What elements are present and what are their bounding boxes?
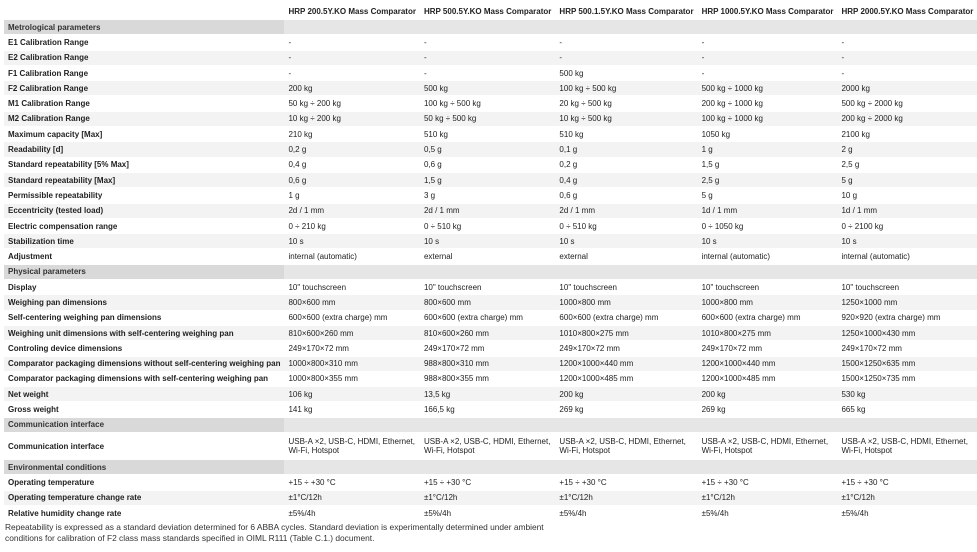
cell-value: 269 kg [698,402,838,416]
cell-value: 10 g [837,188,977,202]
table-row [4,66,977,80]
row-label: E2 Calibration Range [4,51,284,65]
column-header: HRP 500.1.5Y.KO Mass Comparator [559,7,694,16]
row-label: F1 Calibration Range [4,66,284,80]
table-row [4,475,977,489]
cell-value: 10" touchscreen [420,280,555,294]
cell-value: 10 kg ÷ 200 kg [284,112,419,126]
cell-value: 1050 kg [698,127,838,141]
cell-value: 106 kg [284,387,419,401]
row-label: Communication interface [4,433,284,459]
row-label: Relative humidity change rate [4,506,284,520]
cell-value: 0,2 g [284,142,419,156]
cell-value: ±1°C/12h [420,491,555,505]
cell-value: ±5%/4h [698,506,838,520]
cell-value: 10 s [420,234,555,248]
footnote: Repeatability is expressed as a standard deviation determined for 6 ABBA cycles. Standard deviation is experimentally determined under ambient conditions for calibration of F2 class mass standards specified in OIML R111 (Table C.1.) document. [5,522,544,543]
table-row [4,491,977,505]
section-title: Metrological parameters [4,20,284,34]
cell-value: 200 kg [555,387,697,401]
table-body [4,20,977,520]
cell-value: 1250×1000×430 mm [837,326,977,340]
section-header-cell [555,20,697,34]
column-header: HRP 2000.5Y.KO Mass Comparator [841,7,974,16]
cell-value: 500 kg ÷ 2000 kg [837,96,977,110]
cell-value: 1010×800×275 mm [555,326,697,340]
row-label: Net weight [4,387,284,401]
cell-value: internal (automatic) [837,249,977,263]
section-header [4,460,977,474]
cell-value: 2d / 1 mm [555,204,697,218]
cell-value: 249×170×72 mm [698,341,838,355]
cell-value: USB-A ×2, USB-C, HDMI, Ethernet, Wi-Fi, Hotspot [420,433,555,459]
cell-value: 0,6 g [555,188,697,202]
section-title: Physical parameters [4,265,284,279]
cell-value: 200 kg [698,387,838,401]
cell-value: 1 g [284,188,419,202]
cell-value: 810×600×260 mm [420,326,555,340]
cell-value: internal (automatic) [284,249,419,263]
cell-value: 0,4 g [284,158,419,172]
cell-value: +15 ÷ +30 °C [284,475,419,489]
cell-value: 200 kg [284,81,419,95]
row-label: Operating temperature [4,475,284,489]
cell-value: 0 ÷ 1050 kg [698,219,838,233]
cell-value: 1000×800×355 mm [284,372,419,386]
table-row [4,357,977,371]
row-label: Weighing pan dimensions [4,295,284,309]
cell-value: USB-A ×2, USB-C, HDMI, Ethernet, Wi-Fi, Hotspot [555,433,697,459]
section-header-cell [555,265,697,279]
section-header-cell [555,418,697,432]
cell-value: 1500×1250×635 mm [837,357,977,371]
section-header-cell [420,418,555,432]
row-label: M2 Calibration Range [4,112,284,126]
section-header-cell [837,460,977,474]
cell-value: 1250×1000 mm [837,295,977,309]
cell-value: 0 ÷ 510 kg [420,219,555,233]
header-corner [4,4,284,19]
table-row [4,204,977,218]
table-row [4,372,977,386]
cell-value: 988×800×310 mm [420,357,555,371]
cell-value: 10" touchscreen [698,280,838,294]
cell-value: ±1°C/12h [555,491,697,505]
section-header-cell [698,20,838,34]
table-row [4,173,977,187]
table-row [4,142,977,156]
cell-value: 2,5 g [698,173,838,187]
cell-value: ±5%/4h [837,506,977,520]
cell-value: +15 ÷ +30 °C [837,475,977,489]
cell-value: 50 kg ÷ 500 kg [420,112,555,126]
cell-value: - [420,51,555,65]
cell-value: +15 ÷ +30 °C [420,475,555,489]
cell-value: ±5%/4h [284,506,419,520]
cell-value: 249×170×72 mm [837,341,977,355]
cell-value: 800×600 mm [284,295,419,309]
specification-table [4,3,977,521]
cell-value: 2100 kg [837,127,977,141]
cell-value: 10" touchscreen [284,280,419,294]
cell-value: 1d / 1 mm [837,204,977,218]
table-row [4,112,977,126]
cell-value: 920×920 (extra charge) mm [837,311,977,325]
section-header [4,418,977,432]
cell-value: 1,5 g [420,173,555,187]
table-row [4,219,977,233]
cell-value: 269 kg [555,402,697,416]
cell-value: 10" touchscreen [555,280,697,294]
cell-value: USB-A ×2, USB-C, HDMI, Ethernet, Wi-Fi, Hotspot [284,433,419,459]
table-row [4,402,977,416]
row-label: Controling device dimensions [4,341,284,355]
cell-value: internal (automatic) [698,249,838,263]
cell-value: +15 ÷ +30 °C [555,475,697,489]
cell-value: 10 s [284,234,419,248]
section-header-cell [698,265,838,279]
section-header-cell [420,265,555,279]
row-label: Comparator packaging dimensions with self-centering weighing pan [4,372,284,386]
cell-value: ±5%/4h [555,506,697,520]
table-row [4,158,977,172]
row-label: Readability [d] [4,142,284,156]
row-label: Weighing unit dimensions with self-centering weighing pan [4,326,284,340]
cell-value: 200 kg ÷ 1000 kg [698,96,838,110]
section-title: Environmental conditions [4,460,284,474]
table-row [4,326,977,340]
row-label: Gross weight [4,402,284,416]
cell-value: 200 kg ÷ 2000 kg [837,112,977,126]
cell-value: 10 s [555,234,697,248]
cell-value: 1000×800 mm [698,295,838,309]
cell-value: 600×600 (extra charge) mm [555,311,697,325]
section-header [4,20,977,34]
cell-value: 510 kg [555,127,697,141]
cell-value: 1010×800×275 mm [698,326,838,340]
cell-value: 0,4 g [555,173,697,187]
cell-value: 2000 kg [837,81,977,95]
section-header-cell [284,20,419,34]
cell-value: 249×170×72 mm [284,341,419,355]
cell-value: - [284,51,419,65]
cell-value: 100 kg ÷ 500 kg [420,96,555,110]
cell-value: 810×600×260 mm [284,326,419,340]
cell-value: 600×600 (extra charge) mm [284,311,419,325]
row-label: Stabilization time [4,234,284,248]
cell-value: 1,5 g [698,158,838,172]
cell-value: 800×600 mm [420,295,555,309]
cell-value: 2d / 1 mm [284,204,419,218]
table-row [4,387,977,401]
cell-value: 665 kg [837,402,977,416]
cell-value: 13,5 kg [420,387,555,401]
table-row [4,234,977,248]
cell-value: 249×170×72 mm [420,341,555,355]
cell-value: 510 kg [420,127,555,141]
table-row [4,280,977,294]
row-label: Electric compensation range [4,219,284,233]
cell-value: 0 ÷ 2100 kg [837,219,977,233]
cell-value: 210 kg [284,127,419,141]
section-header-cell [837,418,977,432]
section-header-cell [284,460,419,474]
cell-value: - [698,51,838,65]
cell-value: 10" touchscreen [837,280,977,294]
cell-value: 1d / 1 mm [698,204,838,218]
row-label: Display [4,280,284,294]
cell-value: external [420,249,555,263]
cell-value: 1 g [698,142,838,156]
cell-value: - [555,51,697,65]
cell-value: 600×600 (extra charge) mm [420,311,555,325]
cell-value: 500 kg [420,81,555,95]
section-header-cell [698,460,838,474]
cell-value: 2d / 1 mm [420,204,555,218]
cell-value: 50 kg ÷ 200 kg [284,96,419,110]
cell-value: ±1°C/12h [698,491,838,505]
table-row [4,127,977,141]
cell-value: ±5%/4h [420,506,555,520]
cell-value: external [555,249,697,263]
cell-value: - [420,66,555,80]
cell-value: - [555,35,697,49]
cell-value: 500 kg ÷ 1000 kg [698,81,838,95]
cell-value: - [837,35,977,49]
cell-value: 1000×800 mm [555,295,697,309]
section-title: Communication interface [4,418,284,432]
section-header-cell [284,265,419,279]
table-row [4,96,977,110]
cell-value: 1000×800×310 mm [284,357,419,371]
cell-value: 5 g [698,188,838,202]
table-row [4,295,977,309]
cell-value: 100 kg ÷ 500 kg [555,81,697,95]
table-row [4,188,977,202]
row-label: Self-centering weighing pan dimensions [4,311,284,325]
cell-value: 1200×1000×440 mm [698,357,838,371]
cell-value: 249×170×72 mm [555,341,697,355]
cell-value: 1500×1250×735 mm [837,372,977,386]
section-header-cell [555,460,697,474]
cell-value: 0,6 g [420,158,555,172]
cell-value: 3 g [420,188,555,202]
cell-value: 100 kg ÷ 1000 kg [698,112,838,126]
section-header-cell [420,20,555,34]
table-row [4,341,977,355]
cell-value: 141 kg [284,402,419,416]
cell-value: - [837,51,977,65]
cell-value: 600×600 (extra charge) mm [698,311,838,325]
row-label: Standard repeatability [Max] [4,173,284,187]
cell-value: 0 ÷ 510 kg [555,219,697,233]
cell-value: 0,1 g [555,142,697,156]
cell-value: 1200×1000×485 mm [555,372,697,386]
cell-value: 166,5 kg [420,402,555,416]
cell-value: 0,5 g [420,142,555,156]
cell-value: 20 kg ÷ 500 kg [555,96,697,110]
table-row [4,311,977,325]
row-label: Standard repeatability [5% Max] [4,158,284,172]
row-label: Maximum capacity [Max] [4,127,284,141]
column-header: HRP 500.5Y.KO Mass Comparator [423,7,552,16]
row-label: F2 Calibration Range [4,81,284,95]
table-row [4,433,977,459]
cell-value: +15 ÷ +30 °C [698,475,838,489]
cell-value: 1200×1000×440 mm [555,357,697,371]
table-row [4,249,977,263]
cell-value: - [284,35,419,49]
cell-value: ±1°C/12h [284,491,419,505]
cell-value: 0,6 g [284,173,419,187]
row-label: E1 Calibration Range [4,35,284,49]
row-label: M1 Calibration Range [4,96,284,110]
cell-value: ±1°C/12h [837,491,977,505]
section-header-cell [698,418,838,432]
row-label: Operating temperature change rate [4,491,284,505]
column-header: HRP 200.5Y.KO Mass Comparator [288,7,416,16]
cell-value: 0 ÷ 210 kg [284,219,419,233]
cell-value: - [284,66,419,80]
cell-value: 2,5 g [837,158,977,172]
cell-value: 2 g [837,142,977,156]
row-label: Eccentricity (tested load) [4,204,284,218]
table-header [4,4,977,19]
cell-value: - [420,35,555,49]
column-header: HRP 1000.5Y.KO Mass Comparator [701,7,834,16]
row-label: Comparator packaging dimensions without self-centering weighing pan [4,357,284,371]
cell-value: 10 s [698,234,838,248]
section-header-cell [837,265,977,279]
cell-value: 5 g [837,173,977,187]
table-row [4,51,977,65]
section-header-cell [420,460,555,474]
section-header-cell [284,418,419,432]
cell-value: 1200×1000×485 mm [698,372,838,386]
section-header [4,265,977,279]
row-label: Adjustment [4,249,284,263]
cell-value: 988×800×355 mm [420,372,555,386]
section-header-cell [837,20,977,34]
cell-value: 10 s [837,234,977,248]
cell-value: 10 kg ÷ 500 kg [555,112,697,126]
row-label: Permissible repeatability [4,188,284,202]
cell-value: - [837,66,977,80]
table-row [4,506,977,520]
table-row [4,81,977,95]
cell-value: USB-A ×2, USB-C, HDMI, Ethernet, Wi-Fi, Hotspot [698,433,838,459]
table-row [4,35,977,49]
cell-value: USB-A ×2, USB-C, HDMI, Ethernet, Wi-Fi, Hotspot [837,433,977,459]
cell-value: 530 kg [837,387,977,401]
cell-value: - [698,66,838,80]
cell-value: - [698,35,838,49]
cell-value: 0,2 g [555,158,697,172]
cell-value: 500 kg [555,66,697,80]
